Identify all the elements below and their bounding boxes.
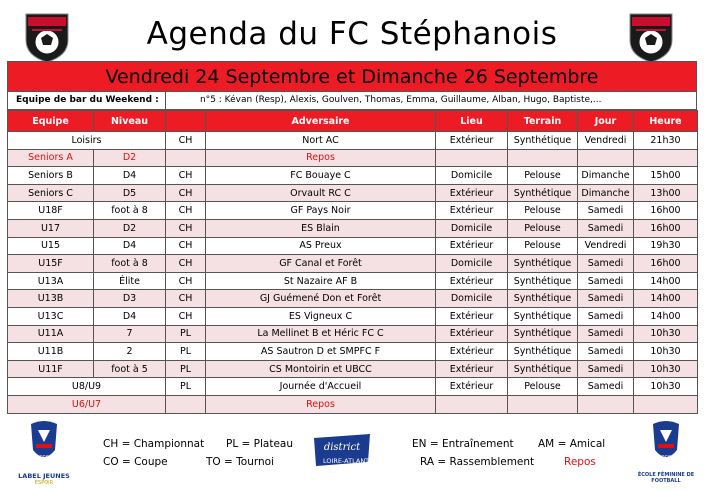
table-row bbox=[8, 307, 698, 325]
fff-text-right: FFF bbox=[660, 455, 672, 462]
cell-team: U11A bbox=[8, 325, 94, 343]
cell-opponent: GF Canal et Forêt bbox=[206, 255, 436, 273]
cell-day: Samedi bbox=[578, 325, 634, 343]
col-niveau: Niveau bbox=[94, 111, 166, 132]
cell-time: 13h00 bbox=[634, 184, 698, 202]
fff-text: FFF bbox=[38, 455, 50, 462]
cell-level: D2 bbox=[94, 149, 166, 167]
cell-level: D2 bbox=[94, 219, 166, 237]
cell-level: D4 bbox=[94, 307, 166, 325]
label-jeunes-sub: ESPOIR bbox=[34, 480, 54, 486]
cell-pitch: Synthétique bbox=[508, 272, 578, 290]
cell-level: D3 bbox=[94, 290, 166, 308]
cell-type: CH bbox=[166, 290, 206, 308]
cell-day: Samedi bbox=[578, 378, 634, 396]
table-row bbox=[8, 343, 698, 361]
col-adversaire: Adversaire bbox=[206, 111, 436, 132]
legend-am: AM = Amical bbox=[538, 438, 606, 450]
cell-opponent: CS Montoirin et UBCC bbox=[206, 360, 436, 378]
legend-co: CO = Coupe bbox=[103, 456, 168, 468]
cell-time: 10h30 bbox=[634, 343, 698, 361]
cell-team: U13B bbox=[8, 290, 94, 308]
table-row bbox=[8, 272, 698, 290]
cell-venue: Extérieur bbox=[436, 184, 508, 202]
cell-type bbox=[166, 395, 206, 413]
cell-opponent: Repos bbox=[206, 395, 436, 413]
cell-venue: Domicile bbox=[436, 290, 508, 308]
cell-pitch: Synthétique bbox=[508, 255, 578, 273]
cell-pitch: Synthétique bbox=[508, 325, 578, 343]
cell-day: Samedi bbox=[578, 202, 634, 220]
cell-level: D5 bbox=[94, 184, 166, 202]
cell-opponent: GF Pays Noir bbox=[206, 202, 436, 220]
cell-day bbox=[578, 149, 634, 167]
cell-pitch bbox=[508, 149, 578, 167]
cell-opponent: Nort AC bbox=[206, 132, 436, 150]
cell-level: foot à 8 bbox=[94, 255, 166, 273]
cell-team: U17 bbox=[8, 219, 94, 237]
cell-venue bbox=[436, 395, 508, 413]
bar-crew-row bbox=[7, 92, 697, 110]
district-text: district bbox=[323, 442, 361, 453]
table-row bbox=[8, 255, 698, 273]
cell-pitch: Pelouse bbox=[508, 202, 578, 220]
cell-time: 14h00 bbox=[634, 290, 698, 308]
cell-team: Seniors B bbox=[8, 167, 94, 185]
cell-opponent: La Mellinet B et Héric FC C bbox=[206, 325, 436, 343]
cell-time: 15h00 bbox=[634, 167, 698, 185]
fff-ecole-feminine-badge bbox=[634, 420, 698, 488]
cell-venue: Domicile bbox=[436, 167, 508, 185]
cell-team: Seniors C bbox=[8, 184, 94, 202]
cell-time: 14h00 bbox=[634, 272, 698, 290]
cell-opponent: Journée d'Accueil bbox=[206, 378, 436, 396]
cell-pitch: Synthétique bbox=[508, 343, 578, 361]
col-heure: Heure bbox=[634, 111, 698, 132]
cell-venue: Extérieur bbox=[436, 307, 508, 325]
cell-team: U15F bbox=[8, 255, 94, 273]
cell-time: 14h00 bbox=[634, 307, 698, 325]
ecole-feminine-caption: ÉCOLE FÉMININE DE FOOTBALL bbox=[637, 472, 695, 484]
table-row bbox=[8, 219, 698, 237]
cell-team: U13C bbox=[8, 307, 94, 325]
cell-day: Samedi bbox=[578, 360, 634, 378]
legend-pl: PL = Plateau bbox=[226, 438, 294, 450]
cell-time bbox=[634, 395, 698, 413]
cell-type: CH bbox=[166, 219, 206, 237]
schedule-table bbox=[7, 110, 698, 414]
cell-team: U6/U7 bbox=[8, 395, 166, 413]
table-row bbox=[8, 237, 698, 255]
legend-to: TO = Tournoi bbox=[206, 456, 274, 468]
cell-pitch: Synthétique bbox=[508, 290, 578, 308]
cell-day: Vendredi bbox=[578, 132, 634, 150]
district-loire-text: LOIRE-ATLANTIQUE bbox=[322, 457, 386, 465]
bar-crew-members: n°5 : Kévan (Resp), Alexis, Goulven, Thomas, Emma, Guillaume, Alban, Hugo, Baptiste,... bbox=[200, 95, 602, 105]
cell-venue bbox=[436, 149, 508, 167]
cell-venue: Domicile bbox=[436, 219, 508, 237]
cell-venue: Extérieur bbox=[436, 325, 508, 343]
cell-day: Samedi bbox=[578, 272, 634, 290]
cell-team: U8/U9 bbox=[8, 378, 166, 396]
fff-feminine-logo-icon bbox=[634, 420, 698, 468]
legend-ch: CH = Championnat bbox=[103, 438, 205, 450]
cell-type bbox=[166, 149, 206, 167]
cell-venue: Extérieur bbox=[436, 360, 508, 378]
cell-pitch: Pelouse bbox=[508, 237, 578, 255]
cell-day: Vendredi bbox=[578, 237, 634, 255]
cell-level: foot à 8 bbox=[94, 202, 166, 220]
cell-level: 7 bbox=[94, 325, 166, 343]
fff-logo-icon bbox=[14, 420, 74, 468]
cell-opponent: Orvault RC C bbox=[206, 184, 436, 202]
label-jeunes-caption: LABEL JEUNES bbox=[18, 472, 70, 480]
table-row bbox=[8, 290, 698, 308]
table-row bbox=[8, 395, 698, 413]
cell-team: U11B bbox=[8, 343, 94, 361]
legend-ra: RA = Rassemblement bbox=[420, 456, 535, 468]
col-lieu: Lieu bbox=[436, 111, 508, 132]
cell-time: 21h30 bbox=[634, 132, 698, 150]
cell-type: CH bbox=[166, 132, 206, 150]
cell-time: 16h00 bbox=[634, 202, 698, 220]
cell-team: U13A bbox=[8, 272, 94, 290]
cell-type: CH bbox=[166, 255, 206, 273]
col-equipe: Equipe bbox=[8, 111, 94, 132]
cell-opponent: ES Vigneux C bbox=[206, 307, 436, 325]
cell-opponent: AS Sautron D et SMPFC F bbox=[206, 343, 436, 361]
cell-time: 16h00 bbox=[634, 255, 698, 273]
cell-time: 19h30 bbox=[634, 237, 698, 255]
cell-day: Samedi bbox=[578, 307, 634, 325]
cell-venue: Extérieur bbox=[436, 237, 508, 255]
cell-type: CH bbox=[166, 167, 206, 185]
table-row bbox=[8, 149, 698, 167]
agenda-sheet bbox=[7, 61, 697, 414]
table-row bbox=[8, 202, 698, 220]
table-row bbox=[8, 184, 698, 202]
cell-pitch bbox=[508, 395, 578, 413]
cell-type: CH bbox=[166, 237, 206, 255]
cell-opponent: St Nazaire AF B bbox=[206, 272, 436, 290]
cell-level: Élite bbox=[94, 272, 166, 290]
cell-time: 10h30 bbox=[634, 325, 698, 343]
table-row bbox=[8, 325, 698, 343]
cell-opponent: GJ Guémené Don et Forêt bbox=[206, 290, 436, 308]
date-banner: Vendredi 24 Septembre et Dimanche 26 Septembre bbox=[7, 61, 697, 92]
bar-crew-label: Equipe de bar du Weekend : bbox=[8, 92, 166, 109]
cell-venue: Extérieur bbox=[436, 202, 508, 220]
cell-time: 10h30 bbox=[634, 378, 698, 396]
cell-team: U11F bbox=[8, 360, 94, 378]
cell-team: U18F bbox=[8, 202, 94, 220]
cell-venue: Extérieur bbox=[436, 343, 508, 361]
table-row bbox=[8, 167, 698, 185]
table-row bbox=[8, 132, 698, 150]
cell-team: Seniors A bbox=[8, 149, 94, 167]
cell-level: D4 bbox=[94, 167, 166, 185]
cell-type: CH bbox=[166, 307, 206, 325]
page-title: Agenda du FC Stéphanois bbox=[146, 16, 558, 52]
table-row bbox=[8, 360, 698, 378]
cell-day: Samedi bbox=[578, 219, 634, 237]
cell-day: Dimanche bbox=[578, 184, 634, 202]
cell-venue: Domicile bbox=[436, 255, 508, 273]
cell-type: CH bbox=[166, 272, 206, 290]
cell-level: D4 bbox=[94, 237, 166, 255]
cell-pitch: Synthétique bbox=[508, 184, 578, 202]
col-terrain: Terrain bbox=[508, 111, 578, 132]
cell-venue: Extérieur bbox=[436, 132, 508, 150]
cell-opponent: ES Blain bbox=[206, 219, 436, 237]
cell-type: PL bbox=[166, 360, 206, 378]
cell-venue: Extérieur bbox=[436, 272, 508, 290]
cell-level: foot à 5 bbox=[94, 360, 166, 378]
legend-repos: Repos bbox=[564, 456, 596, 468]
col-type bbox=[166, 111, 206, 132]
cell-opponent: Repos bbox=[206, 149, 436, 167]
cell-day: Samedi bbox=[578, 290, 634, 308]
cell-opponent: FC Bouaye C bbox=[206, 167, 436, 185]
cell-type: CH bbox=[166, 202, 206, 220]
cell-pitch: Pelouse bbox=[508, 219, 578, 237]
cell-day bbox=[578, 395, 634, 413]
legend-en: EN = Entraînement bbox=[412, 438, 514, 450]
cell-day: Samedi bbox=[578, 255, 634, 273]
cell-time: 16h00 bbox=[634, 219, 698, 237]
table-header-row bbox=[8, 111, 698, 132]
col-jour: Jour bbox=[578, 111, 634, 132]
cell-day: Samedi bbox=[578, 343, 634, 361]
cell-time bbox=[634, 149, 698, 167]
cell-pitch: Pelouse bbox=[508, 167, 578, 185]
cell-level: 2 bbox=[94, 343, 166, 361]
fff-label-jeunes-badge bbox=[14, 420, 74, 488]
cell-venue: Extérieur bbox=[436, 378, 508, 396]
cell-pitch: Synthétique bbox=[508, 307, 578, 325]
cell-team: Loisirs bbox=[8, 132, 166, 150]
cell-time: 10h30 bbox=[634, 360, 698, 378]
cell-day: Dimanche bbox=[578, 167, 634, 185]
cell-opponent: AS Preux bbox=[206, 237, 436, 255]
cell-type: CH bbox=[166, 184, 206, 202]
cell-team: U15 bbox=[8, 237, 94, 255]
cell-pitch: Synthétique bbox=[508, 360, 578, 378]
cell-type: PL bbox=[166, 325, 206, 343]
cell-type: PL bbox=[166, 378, 206, 396]
cell-pitch: Pelouse bbox=[508, 378, 578, 396]
table-row bbox=[8, 378, 698, 396]
cell-pitch: Synthétique bbox=[508, 132, 578, 150]
district-logo bbox=[310, 432, 394, 470]
cell-type: PL bbox=[166, 343, 206, 361]
